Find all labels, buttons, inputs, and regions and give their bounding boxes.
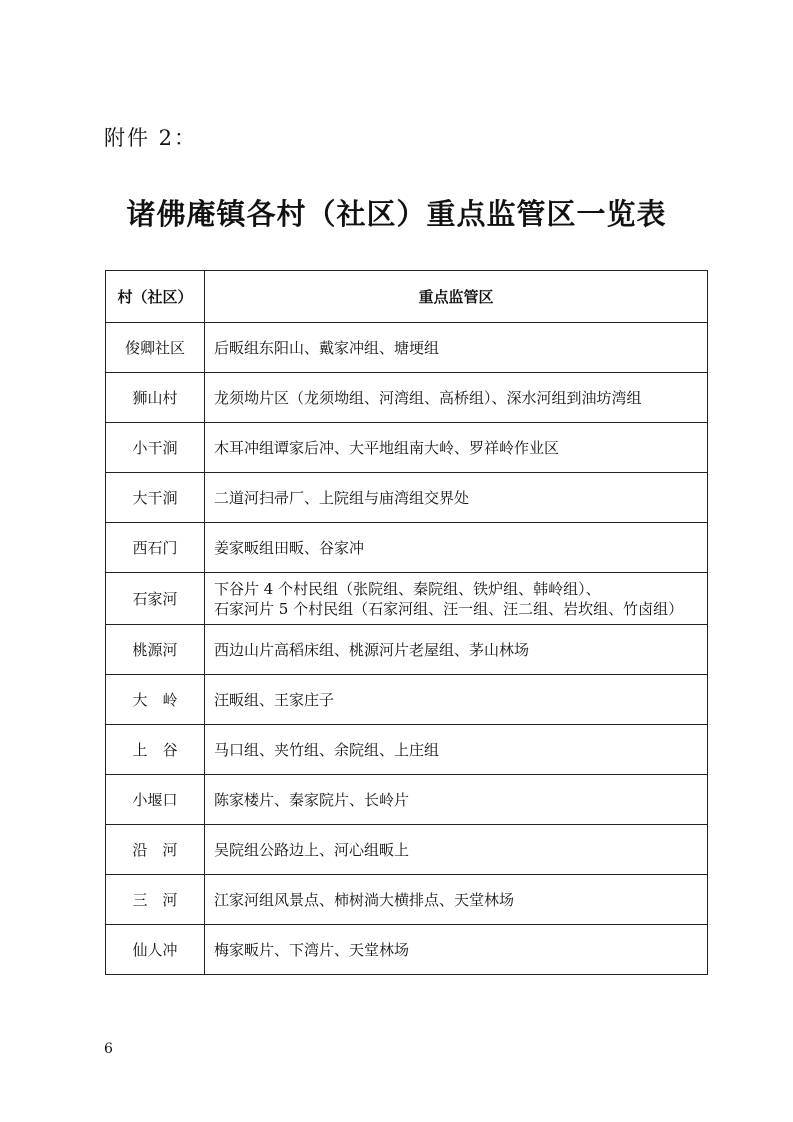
village-cell: 大干涧 [106, 473, 205, 523]
attachment-label: 附件 2： [104, 126, 198, 150]
village-cell: 西石门 [106, 523, 205, 573]
table-row [106, 675, 708, 725]
table-header-row [106, 271, 708, 323]
table-row [106, 725, 708, 775]
table-row [106, 473, 708, 523]
area-cell: 陈家楼片、秦家院片、长岭片 [205, 775, 708, 825]
table-row [106, 825, 708, 875]
table-row [106, 925, 708, 975]
village-cell: 仙人冲 [106, 925, 205, 975]
area-cell: 吴院组公路边上、河心组畈上 [205, 825, 708, 875]
area-cell: 后畈组东阳山、戴家冲组、塘埂组 [205, 323, 708, 373]
village-cell: 三 河 [106, 875, 205, 925]
village-cell: 上 谷 [106, 725, 205, 775]
document-title: 诸佛庵镇各村（社区）重点监管区一览表 [126, 197, 667, 231]
village-cell: 石家河 [106, 573, 205, 625]
area-cell: 梅家畈片、下湾片、天堂林场 [205, 925, 708, 975]
village-cell: 大 岭 [106, 675, 205, 725]
village-cell: 狮山村 [106, 373, 205, 423]
village-cell: 小干涧 [106, 423, 205, 473]
area-cell: 西边山片高稻床组、桃源河片老屋组、茅山林场 [205, 625, 708, 675]
table-row [106, 373, 708, 423]
column-header-village: 村（社区） [106, 271, 205, 323]
village-cell: 桃源河 [106, 625, 205, 675]
page-number: 6 [104, 1041, 113, 1057]
supervision-table [105, 270, 708, 975]
area-cell: 龙须坳片区（龙须坳组、河湾组、高桥组）、深水河组到油坊湾组 [205, 373, 708, 423]
table-row [106, 423, 708, 473]
area-cell: 木耳冲组谭家后冲、大平地组南大岭、罗祥岭作业区 [205, 423, 708, 473]
table-row [106, 875, 708, 925]
village-cell: 俊卿社区 [106, 323, 205, 373]
area-line: 下谷片 4 个村民组（张院组、秦院组、铁炉组、韩岭组）、 [214, 579, 601, 598]
table-row [106, 523, 708, 573]
area-line: 石家河片 5 个村民组（石家河组、汪一组、汪二组、岩坎组、竹卤组） [214, 599, 684, 618]
village-cell: 小堰口 [106, 775, 205, 825]
village-cell: 沿 河 [106, 825, 205, 875]
table-row [106, 573, 708, 625]
table-row [106, 625, 708, 675]
area-cell: 马口组、夹竹组、余院组、上庄组 [205, 725, 708, 775]
column-header-area: 重点监管区 [205, 271, 708, 323]
table-row [106, 323, 708, 373]
area-cell: 汪畈组、王家庄子 [205, 675, 708, 725]
area-cell: 二道河扫帚厂、上院组与庙湾组交界处 [205, 473, 708, 523]
area-cell: 江家河组风景点、柿树淌大横排点、天堂林场 [205, 875, 708, 925]
table-row [106, 775, 708, 825]
area-cell: 姜家畈组田畈、谷家冲 [205, 523, 708, 573]
area-cell [205, 573, 708, 625]
